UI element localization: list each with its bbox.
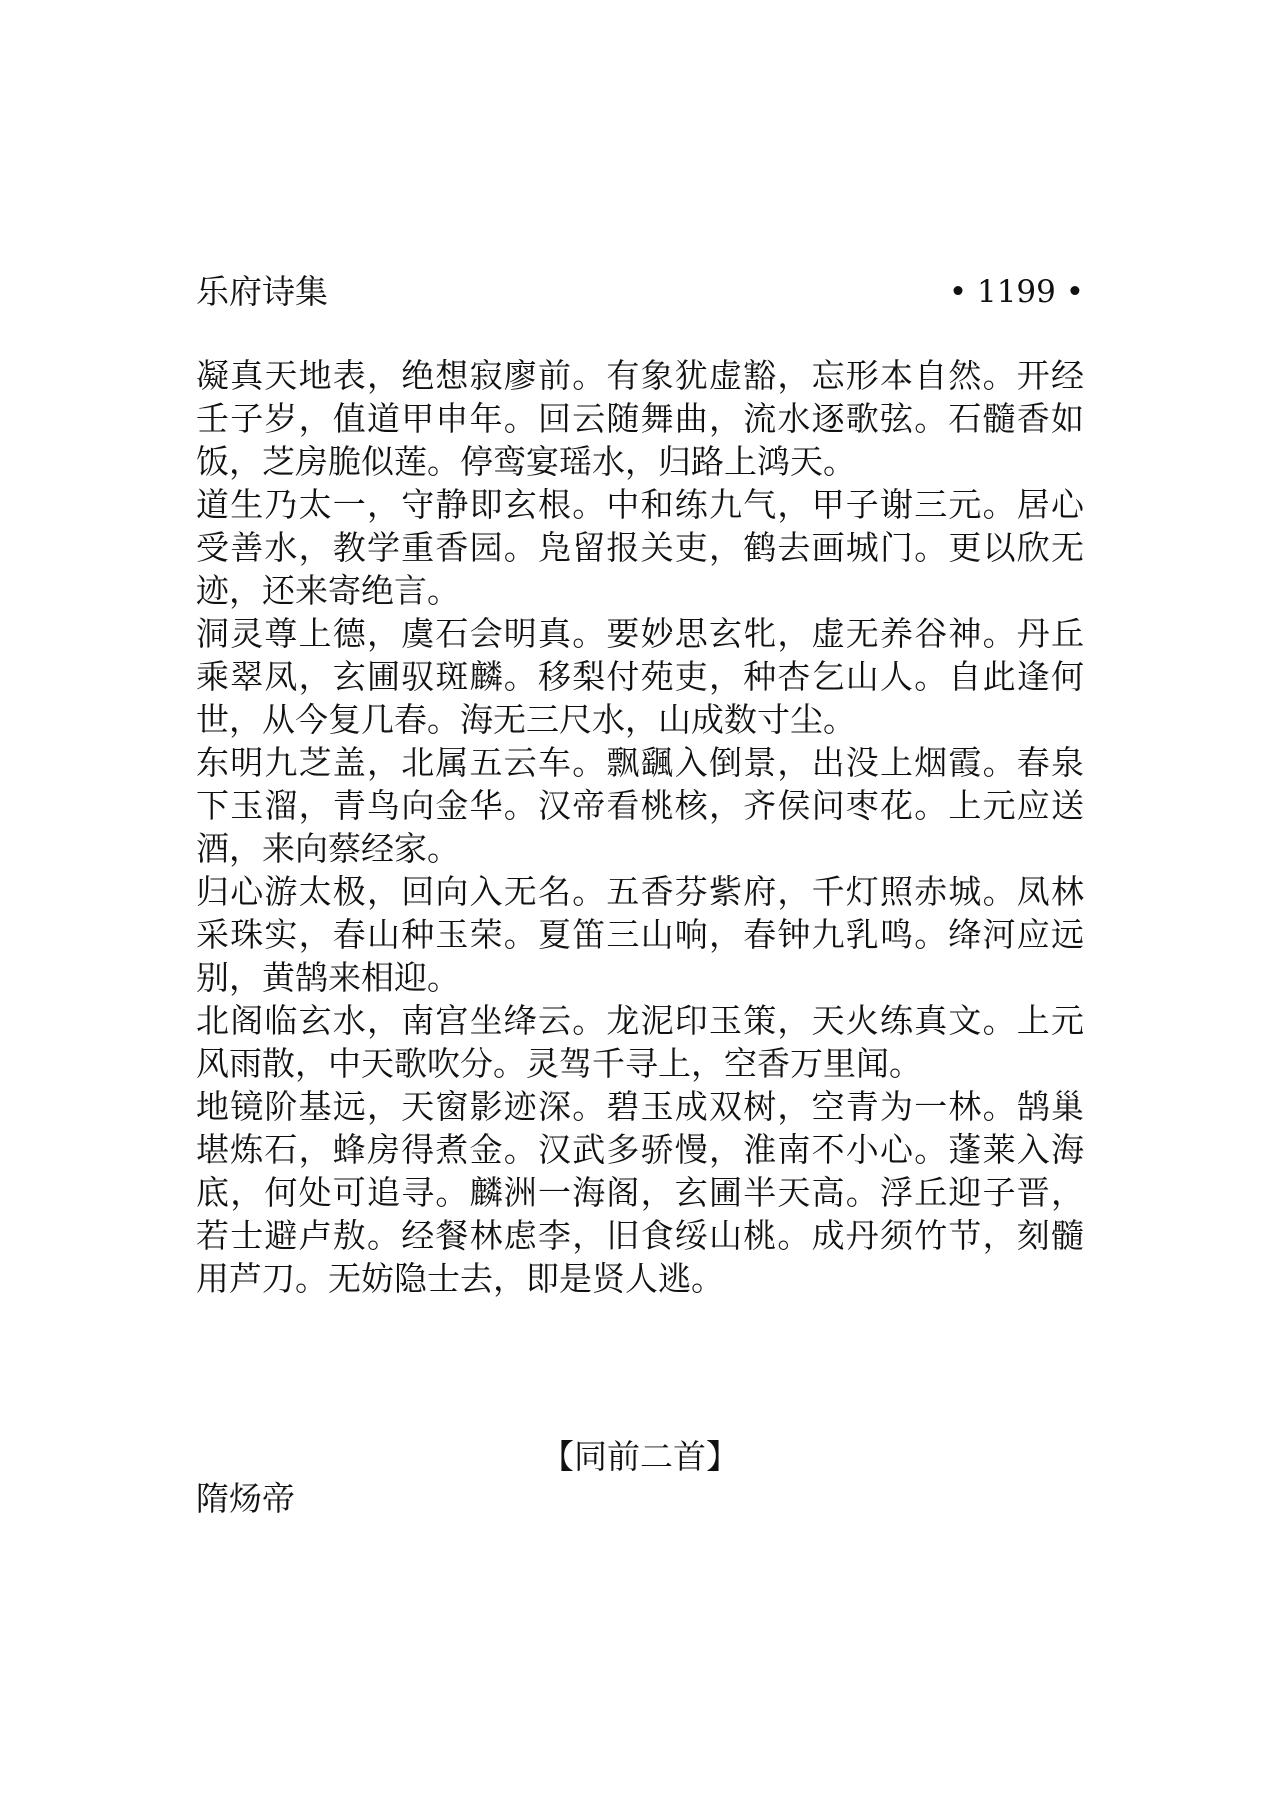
page-number: • 1199 • — [948, 274, 1084, 310]
stanza: 归心游太极，回向入无名。五香芬紫府，千灯照赤城。凤林采珠实，春山种玉荣。夏笛三山响，春钟九乳鸣。绛河应远别，黄鹄来相迎。 — [196, 872, 1084, 997]
poem-body — [196, 354, 1084, 1300]
stanza: 地镜阶基远，天窗影迹深。碧玉成双树，空青为一林。鹄巢堪炼石，蜂房得煮金。汉武多骄慢，淮南不小心。蓬莱入海底，何处可追寻。麟洲一海阁，玄圃半天高。浮丘迎子晋，若士避卢敖。经餐林虑李，旧食绥山桃。成丹须竹节，刻髓用芦刀。无妨隐士去，即是贤人逃。 — [196, 1087, 1084, 1298]
stanza: 道生乃太一，守静即玄根。中和练九气，甲子谢三元。居心受善水，教学重香园。凫留报关吏，鹤去画城门。更以欣无迹，还来寄绝言。 — [196, 485, 1084, 610]
page-header — [196, 270, 1084, 314]
section-title: 【同前二首】 — [541, 1437, 739, 1476]
stanza: 北阁临玄水，南宫坐绛云。龙泥印玉策，天火练真文。上元风雨散，中天歌吹分。灵驾千寻上，空香万里闻。 — [196, 1001, 1084, 1083]
stanza: 东明九芝盖，北属五云车。飘颻入倒景，出没上烟霞。春泉下玉溜，青鸟向金华。汉帝看桃核，齐侯问枣花。上元应送酒，来向蔡经家。 — [196, 743, 1084, 868]
stanza: 洞灵尊上德，虞石会明真。要妙思玄牝，虚无养谷神。丹丘乘翠凤，玄圃驭斑麟。移梨付苑吏，种杏乞山人。自此逢何世，从今复几春。海无三尺水，山成数寸尘。 — [196, 614, 1084, 739]
book-title: 乐府诗集 — [196, 272, 328, 311]
author-name: 隋炀帝 — [196, 1479, 295, 1518]
stanza: 凝真天地表，绝想寂廖前。有象犹虚豁，忘形本自然。开经壬子岁，值道甲申年。回云随舞曲，流水逐歌弦。石髓香如饭，芝房脆似莲。停鸾宴瑶水，归路上鸿天。 — [196, 356, 1084, 481]
